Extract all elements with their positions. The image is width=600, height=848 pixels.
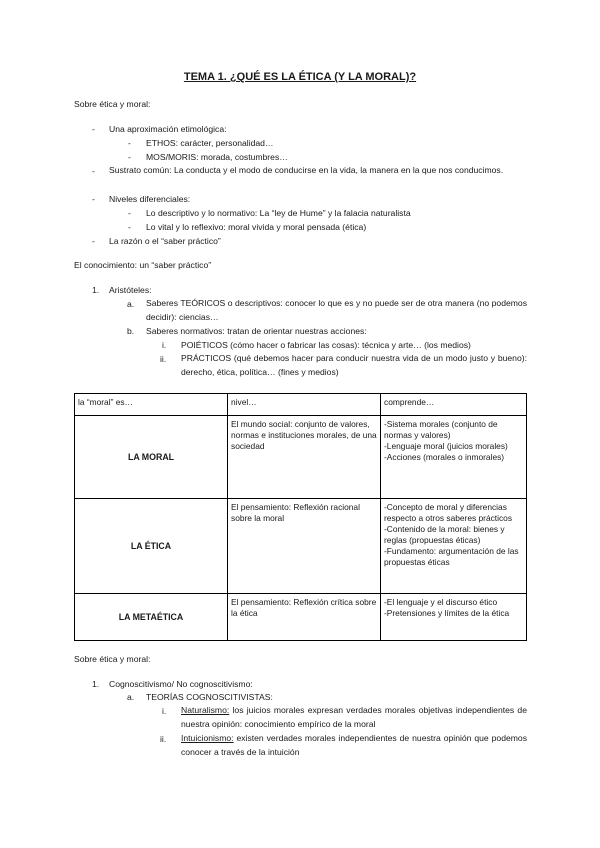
list-item: Saberes TEÓRICOS o descriptivos: conocer lo que es y no puede ser de otra manera (no podemos decidir): ciencias… [146,298,527,322]
bullet-marker: - [92,166,95,176]
list-roman: ii. [160,354,167,364]
bullet-marker: - [92,124,95,134]
list-roman: i. [162,706,167,716]
sub-list-item: Lo descriptivo y lo normativo: La “ley de Hume” y la falacia naturalista [146,208,411,218]
comprises-item: -Concepto de moral y diferencias respecto a otros saberes prácticos [384,502,513,523]
comprises-item: -Lenguaje moral (juicios morales) [384,441,508,451]
list-item: Niveles diferenciales: [109,194,191,204]
row-name: LA METAÉTICA [75,594,228,641]
sub-list-item: POIÉTICOS (cómo hacer o fabricar las cosas): técnica y arte… (los medios) [181,340,471,350]
section-heading: Sobre ética y moral: [74,654,151,664]
list-roman: ii. [160,734,167,744]
table-header-cell: comprende… [381,394,527,416]
bullet-marker: - [92,236,95,246]
comprises-item: -Contenido de la moral: bienes y reglas (propuestas éticas) [384,524,505,545]
row-name: LA ÉTICA [75,499,228,594]
comprises-item: -Fundamento: argumentación de las propuestas éticas [384,546,519,567]
term-intuicionismo: Intuicionismo: [181,733,234,743]
comparison-table [74,393,527,641]
comprises-item: -Pretensiones y límites de la ética [384,608,510,618]
row-comprises [381,416,527,499]
row-comprises [381,499,527,594]
row-name: LA MORAL [75,416,228,499]
table-row [75,416,527,499]
list-item: Sustrato común: La conducta y el modo de conducirse en la vida, la manera en la que nos conducimos. [109,165,504,175]
list-letter: a. [127,299,135,309]
section-heading: Sobre ética y moral: [74,99,151,109]
row-level: El pensamiento: Reflexión racional sobre la moral [228,499,381,594]
table-header-cell: la “moral” es… [75,394,228,416]
list-item: Saberes normativos: tratan de orientar nuestras acciones: [146,326,367,336]
table-row [75,499,527,594]
list-letter: a. [127,692,135,702]
table-header-cell: nivel… [228,394,381,416]
comprises-item: -Acciones (morales o inmorales) [384,452,505,462]
comprises-item: -Sistema morales (conjunto de normas y valores) [384,419,498,440]
bullet-marker: - [128,208,131,218]
bullet-marker: - [128,138,131,148]
sub-list-item: ETHOS: carácter, personalidad… [146,138,274,148]
list-number: 1. [92,679,100,689]
sub-list-item: Lo vital y lo reflexivo: moral vivida y moral pensada (ética) [146,222,367,232]
row-level: El pensamiento: Reflexión crítica sobre la ética [228,594,381,641]
table-row [75,594,527,641]
list-item: Una aproximación etimológica: [109,124,227,134]
sub-list-item [181,704,527,731]
item-text: los juicios morales expresan verdades morales objetivas independientes de nuestra opinión: conocimiento empírico de la moral [181,705,527,729]
section-heading: El conocimiento: un “saber práctico” [74,260,212,270]
list-letter: b. [127,326,135,336]
list-number: 1. [92,285,100,295]
term-naturalismo: Naturalismo: [181,705,230,715]
comprises-item: -El lenguaje y el discurso ético [384,597,498,607]
row-level: El mundo social: conjunto de valores, normas e instituciones morales, de una sociedad [228,416,381,499]
list-item: TEORÍAS COGNOSCITIVISTAS: [146,692,273,702]
bullet-marker: - [128,152,131,162]
row-comprises [381,594,527,641]
item-text: existen verdades morales independientes de nuestra opinión que podemos conocer a través de la intuición [181,733,527,757]
bullet-marker: - [128,222,131,232]
bullet-marker: - [92,194,95,204]
list-item: La razón o el “saber práctico” [109,236,221,246]
sub-list-item: PRÁCTICOS (qué debemos hacer para conducir nuestra vida de un modo justo y bueno): derecho, ética, política… (fines y medios) [181,353,527,377]
list-item: Cognoscitivismo/ No cognoscitivismo: [109,679,253,689]
sub-list-item: MOS/MORIS: morada, costumbres… [146,152,288,162]
page-title: TEMA 1. ¿QUÉ ES LA ÉTICA (Y LA MORAL)? [183,71,417,83]
list-item: Aristóteles: [109,285,152,295]
table-header-row [75,394,527,416]
sub-list-item [181,732,527,759]
list-roman: i. [162,340,167,350]
